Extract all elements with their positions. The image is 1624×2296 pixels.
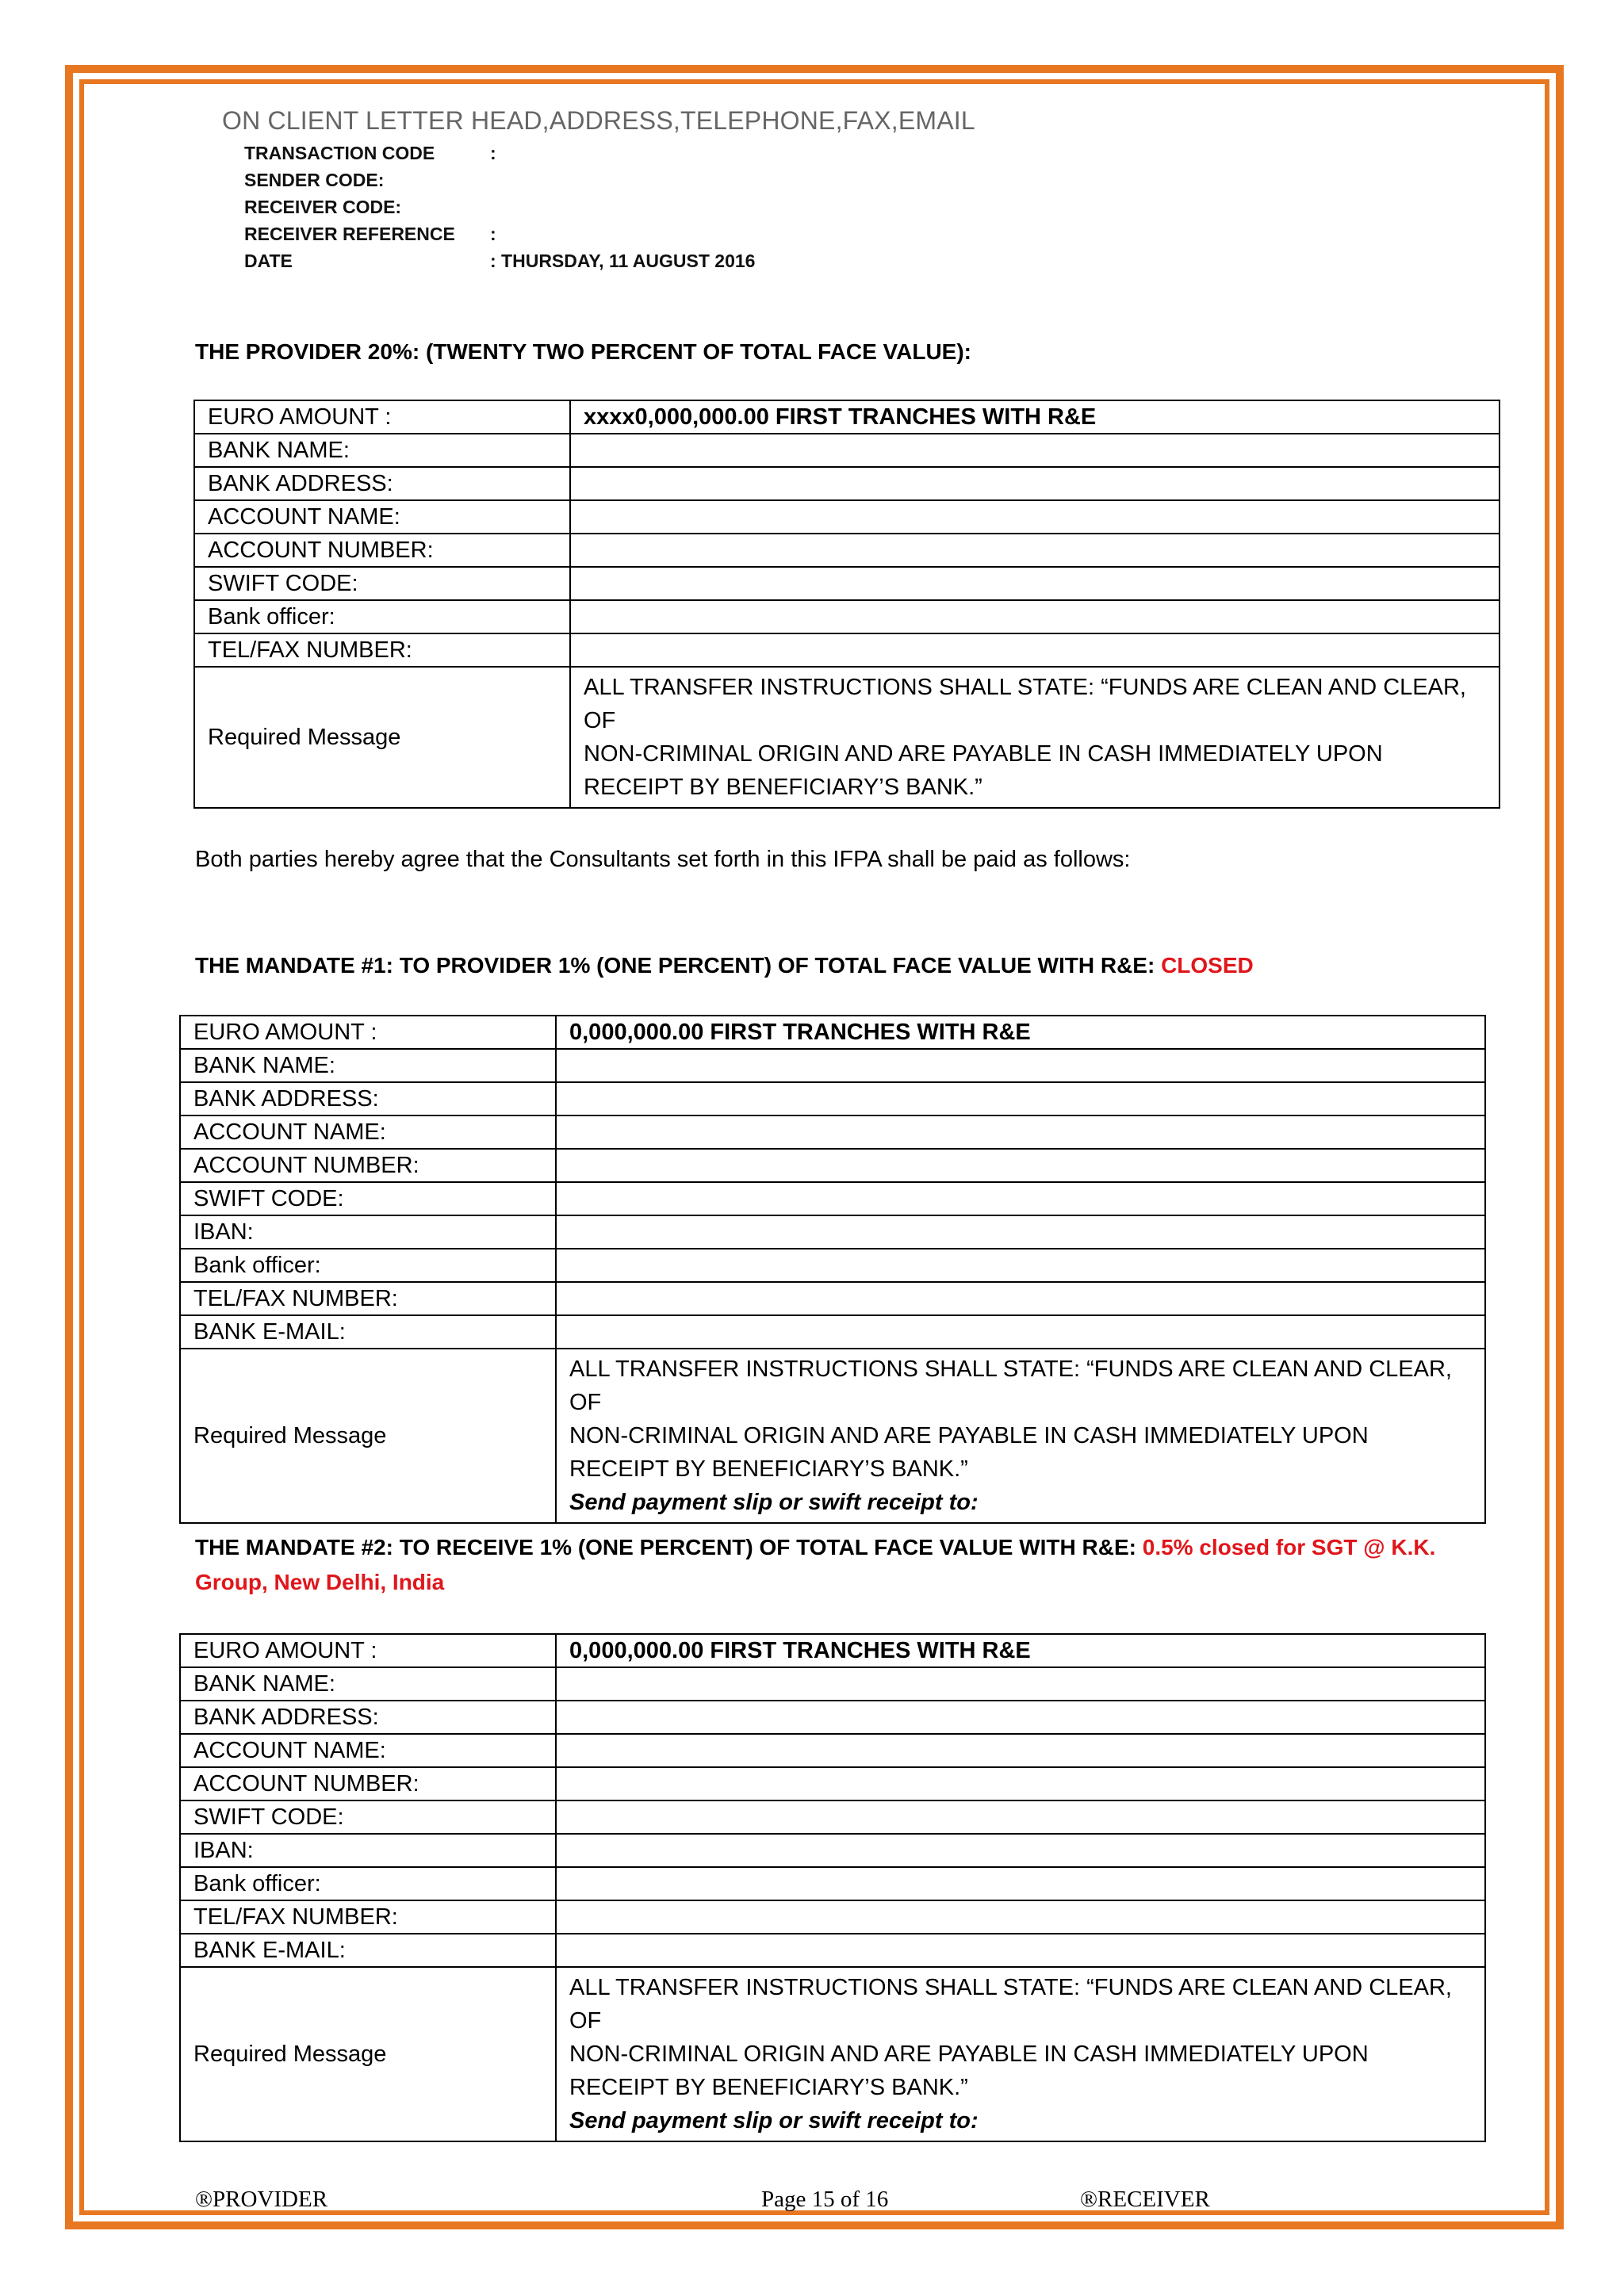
mandate2-title: THE MANDATE #2: TO RECEIVE 1% (ONE PERCENT) OF TOTAL FACE VALUE WITH R&E: 0.5% closed for SGT @ K.K. Group, New Delhi, India <box>195 1535 1436 1594</box>
table-row <box>180 1767 1485 1800</box>
letterhead: ON CLIENT LETTER HEAD,ADDRESS,TELEPHONE,FAX,EMAIL <box>222 106 975 135</box>
table-row <box>180 1182 1485 1215</box>
row-value <box>556 1834 1485 1867</box>
required-message: ALL TRANSFER INSTRUCTIONS SHALL STATE: “FUNDS ARE CLEAN AND CLEAR, OF NON-CRIMINAL ORIGIN AND ARE PAYABLE IN CASH IMMEDIATELY UPON RECEIPT BY BENEFICIARY’S BANK.” Send payment slip or swift receipt to: <box>556 1967 1485 2141</box>
row-label: Bank officer: <box>194 600 570 633</box>
row-value <box>556 1800 1485 1834</box>
table-row <box>180 1282 1485 1315</box>
row-value <box>570 434 1500 467</box>
mandate1-bank-table <box>179 1015 1486 1524</box>
required-message-row <box>180 1349 1485 1523</box>
row-value <box>556 1082 1485 1115</box>
row-label: ACCOUNT NAME: <box>180 1115 556 1149</box>
mandate2-status: 0.5% closed for SGT @ K.K. <box>1142 1535 1436 1559</box>
send-payment-note: Send payment slip or swift receipt to: <box>569 2108 979 2133</box>
row-value: 0,000,000.00 FIRST TRANCHES WITH R&E <box>556 1634 1485 1667</box>
row-label: BANK NAME: <box>180 1049 556 1082</box>
row-label: Bank officer: <box>180 1249 556 1282</box>
row-value <box>556 1734 1485 1767</box>
table-row <box>180 1934 1485 1967</box>
row-value <box>570 534 1500 567</box>
row-label: BANK E-MAIL: <box>180 1315 556 1349</box>
table-row <box>180 1215 1485 1249</box>
consultants-paragraph: Both parties hereby agree that the Consultants set forth in this IFPA shall be paid as follows: <box>195 847 1131 872</box>
header-receiver-code: RECEIVER CODE: <box>244 197 402 217</box>
row-label: EURO AMOUNT : <box>180 1016 556 1049</box>
table-row <box>180 1834 1485 1867</box>
row-label: ACCOUNT NUMBER: <box>180 1149 556 1182</box>
table-row <box>194 500 1500 534</box>
table-row <box>180 1115 1485 1149</box>
row-value <box>556 1149 1485 1182</box>
footer-receiver: ®RECEIVER <box>1080 2187 1210 2212</box>
table-row <box>194 434 1500 467</box>
table-row <box>180 1734 1485 1767</box>
row-value <box>556 1282 1485 1315</box>
row-value <box>556 1767 1485 1800</box>
row-label: SWIFT CODE: <box>180 1182 556 1215</box>
row-value <box>556 1115 1485 1149</box>
table-row <box>194 400 1500 434</box>
header-transaction-code: TRANSACTION CODE : <box>244 143 496 163</box>
footer-page-number: Page 15 of 16 <box>761 2187 889 2212</box>
row-label: TEL/FAX NUMBER: <box>194 633 570 667</box>
row-label: BANK ADDRESS: <box>180 1082 556 1115</box>
row-value: 0,000,000.00 FIRST TRANCHES WITH R&E <box>556 1016 1485 1049</box>
row-value <box>556 1867 1485 1900</box>
row-value <box>556 1315 1485 1349</box>
row-value <box>556 1249 1485 1282</box>
row-value <box>556 1049 1485 1082</box>
row-label: BANK ADDRESS: <box>194 467 570 500</box>
row-label: Required Message <box>180 1967 556 2141</box>
row-label: IBAN: <box>180 1834 556 1867</box>
table-row <box>194 600 1500 633</box>
mandate1-title: THE MANDATE #1: TO PROVIDER 1% (ONE PERCENT) OF TOTAL FACE VALUE WITH R&E: CLOSED <box>195 953 1254 978</box>
row-label: BANK ADDRESS: <box>180 1701 556 1734</box>
row-value <box>556 1900 1485 1934</box>
row-label: ACCOUNT NAME: <box>194 500 570 534</box>
table-row <box>180 1149 1485 1182</box>
table-row <box>180 1016 1485 1049</box>
footer-provider: ®PROVIDER <box>195 2187 328 2212</box>
table-row <box>180 1315 1485 1349</box>
header-sender-code: SENDER CODE: <box>244 170 385 190</box>
row-label: EURO AMOUNT : <box>180 1634 556 1667</box>
provider-title: THE PROVIDER 20%: (TWENTY TWO PERCENT OF TOTAL FACE VALUE): <box>195 339 972 364</box>
row-value <box>570 500 1500 534</box>
row-label: Required Message <box>194 667 570 808</box>
row-label: TEL/FAX NUMBER: <box>180 1900 556 1934</box>
required-message-row <box>180 1967 1485 2141</box>
row-value <box>570 567 1500 600</box>
row-value <box>556 1667 1485 1701</box>
table-row <box>180 1049 1485 1082</box>
table-row <box>180 1800 1485 1834</box>
mandate2-bank-table <box>179 1633 1486 2142</box>
required-message-row <box>194 667 1500 808</box>
provider-bank-table <box>193 400 1500 809</box>
send-payment-note: Send payment slip or swift receipt to: <box>569 1490 979 1515</box>
table-row <box>180 1082 1485 1115</box>
row-label: EURO AMOUNT : <box>194 400 570 434</box>
row-label: ACCOUNT NAME: <box>180 1734 556 1767</box>
table-row <box>180 1634 1485 1667</box>
row-label: ACCOUNT NUMBER: <box>180 1767 556 1800</box>
row-label: Bank officer: <box>180 1867 556 1900</box>
table-row <box>194 467 1500 500</box>
row-value <box>556 1701 1485 1734</box>
table-row <box>180 1667 1485 1701</box>
mandate2-status-cont: Group, New Delhi, India <box>195 1570 445 1594</box>
row-value <box>570 467 1500 500</box>
row-label: SWIFT CODE: <box>194 567 570 600</box>
row-label: TEL/FAX NUMBER: <box>180 1282 556 1315</box>
row-value <box>556 1934 1485 1967</box>
header-receiver-reference: RECEIVER REFERENCE : <box>244 224 496 244</box>
required-message: ALL TRANSFER INSTRUCTIONS SHALL STATE: “FUNDS ARE CLEAN AND CLEAR, OF NON-CRIMINAL ORIGIN AND ARE PAYABLE IN CASH IMMEDIATELY UPON RECEIPT BY BENEFICIARY’S BANK.” Send payment slip or swift receipt to: <box>556 1349 1485 1523</box>
table-row <box>180 1867 1485 1900</box>
row-value: xxxx0,000,000.00 FIRST TRANCHES WITH R&E <box>570 400 1500 434</box>
row-value <box>570 633 1500 667</box>
row-label: BANK NAME: <box>194 434 570 467</box>
row-label: Required Message <box>180 1349 556 1523</box>
row-value <box>570 600 1500 633</box>
row-label: ACCOUNT NUMBER: <box>194 534 570 567</box>
table-row <box>194 534 1500 567</box>
required-message: ALL TRANSFER INSTRUCTIONS SHALL STATE: “FUNDS ARE CLEAN AND CLEAR, OF NON-CRIMINAL ORIGIN AND ARE PAYABLE IN CASH IMMEDIATELY UPON RECEIPT BY BENEFICIARY’S BANK.” <box>570 667 1500 808</box>
table-row <box>180 1249 1485 1282</box>
table-row <box>194 633 1500 667</box>
mandate1-status: CLOSED <box>1161 953 1254 978</box>
row-label: IBAN: <box>180 1215 556 1249</box>
row-value <box>556 1215 1485 1249</box>
row-label: BANK E-MAIL: <box>180 1934 556 1967</box>
table-row <box>194 567 1500 600</box>
row-value <box>556 1182 1485 1215</box>
table-row <box>180 1701 1485 1734</box>
header-date: DATE : THURSDAY, 11 AUGUST 2016 <box>244 251 756 271</box>
row-label: SWIFT CODE: <box>180 1800 556 1834</box>
row-label: BANK NAME: <box>180 1667 556 1701</box>
table-row <box>180 1900 1485 1934</box>
